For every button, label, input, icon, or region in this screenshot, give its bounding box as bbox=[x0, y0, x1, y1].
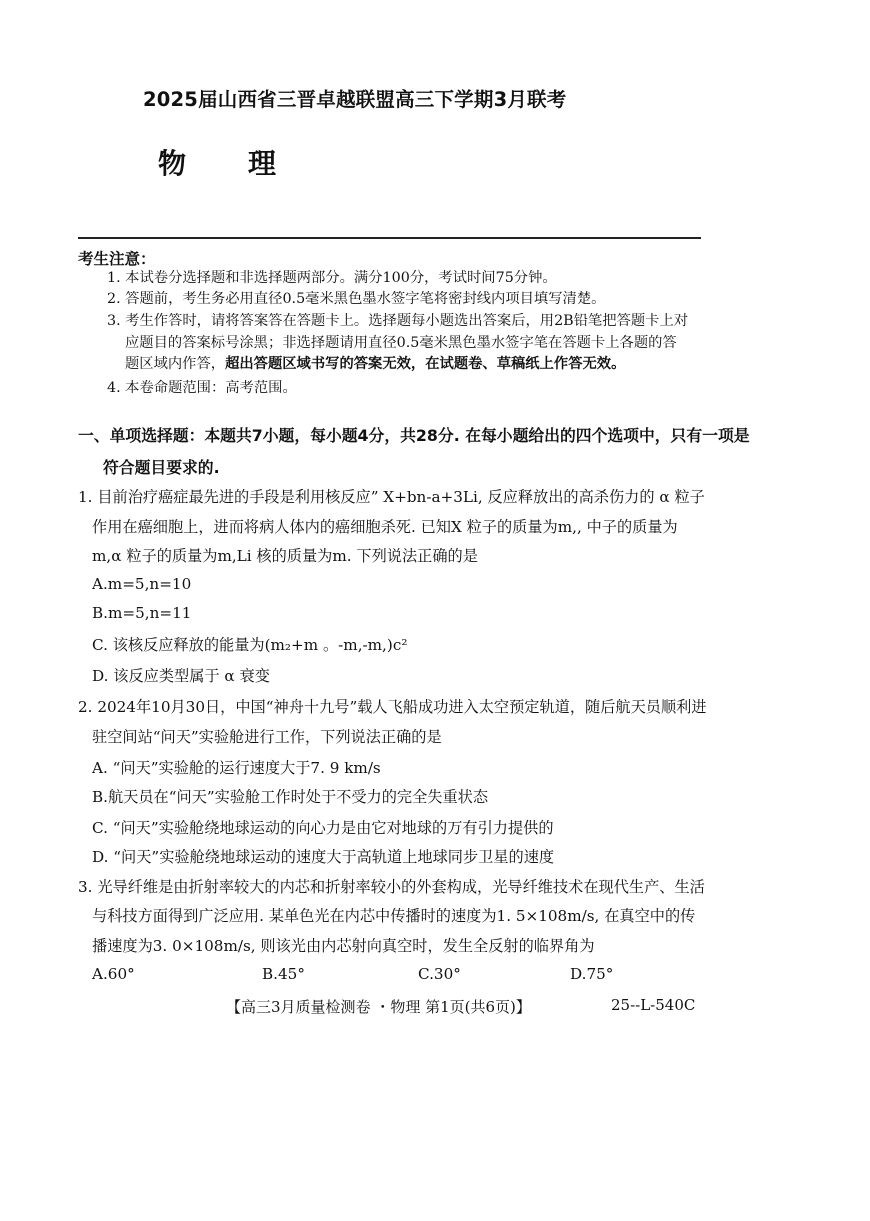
notice-item-3-line-3 bbox=[125, 353, 625, 375]
question-1-option-a: A.m=5,n=10 bbox=[92, 575, 192, 593]
notice-item-2: 2. 答题前，考生务必用直径0.5毫米黑色墨水签字笔将密封线内项目填写清楚。 bbox=[107, 291, 606, 307]
question-1-option-d: D. 该反应类型属于 α 衰变 bbox=[92, 667, 270, 685]
section-1-heading-line-2: 符合题目要求的. bbox=[103, 458, 220, 477]
notice-title: 考生注意： bbox=[78, 250, 156, 268]
footer-page-info: 【高三3月质量检测卷 ・物理 第1页(共6页)】 bbox=[226, 998, 531, 1016]
question-2-line-2: 驻空间站“问天”实验舱进行工作，下列说法正确的是 bbox=[92, 728, 442, 746]
question-2-option-a: A. “问天”实验舱的运行速度大于7. 9 km/s bbox=[92, 759, 381, 777]
question-3-line-2: 与科技方面得到广泛应用. 某单色光在内芯中传播时的速度为1. 5×108m/s, 在真空中的传 bbox=[92, 907, 696, 925]
notice-item-3-line-1: 3. 考生作答时，请将答案答在答题卡上。选择题每小题选出答案后，用2B铅笔把答题卡上对 bbox=[107, 313, 689, 329]
question-2-option-b: B.航天员在“问天”实验舱工作时处于不受力的完全失重状态 bbox=[92, 788, 489, 806]
notice-item-1: 1. 本试卷分选择题和非选择题两部分。满分100分，考试时间75分钟。 bbox=[107, 270, 557, 286]
question-2-option-d: D. “问天”实验舱绕地球运动的速度大于高轨道上地球同步卫星的速度 bbox=[92, 848, 555, 866]
question-3-option-a: A.60° bbox=[92, 965, 135, 983]
question-3-option-b: B.45° bbox=[262, 965, 305, 983]
notice-item-3-line-2: 应题目的答案标号涂黑；非选择题请用直径0.5毫米黑色墨水签字笔在答题卡上各题的答 bbox=[125, 335, 677, 351]
question-1-line-3: m,α 粒子的质量为m,Li 核的质量为m. 下列说法正确的是 bbox=[92, 547, 478, 565]
notice-item-4: 4. 本卷命题范围：高考范围。 bbox=[107, 380, 297, 396]
exam-title: 2025届山西省三晋卓越联盟高三下学期3月联考 bbox=[143, 88, 567, 111]
question-1-line-2: 作用在癌细胞上，进而将病人体内的癌细胞杀死. 已知X 粒子的质量为m,, 中子的质量为 bbox=[92, 518, 678, 536]
notice-item-3-bold: 超出答题区域书写的答案无效，在试题卷、草稿纸上作答无效。 bbox=[225, 356, 626, 372]
question-2-line-1: 2. 2024年10月30日，中国“神舟十九号”载人飞船成功进入太空预定轨道，随后航天员顺利进 bbox=[78, 698, 707, 716]
question-3-line-1: 3. 光导纤维是由折射率较大的内芯和折射率较小的外套构成，光导纤维技术在现代生产、生活 bbox=[78, 878, 705, 896]
notice-item-3-normal: 题区域内作答， bbox=[125, 356, 226, 372]
question-3-line-3: 播速度为3. 0×108m/s, 则该光由内芯射向真空时，发生全反射的临界角为 bbox=[92, 937, 595, 955]
question-2-option-c: C. “问天”实验舱绕地球运动的向心力是由它对地球的万有引力提供的 bbox=[92, 819, 554, 837]
question-3-option-c: C.30° bbox=[418, 965, 461, 983]
section-1-heading-line-1: 一、单项选择题：本题共7小题，每小题4分，共28分. 在每小题给出的四个选项中，只有一项是 bbox=[78, 426, 750, 445]
question-1-option-b: B.m=5,n=11 bbox=[92, 604, 192, 622]
footer-paper-code: 25--L-540C bbox=[611, 996, 696, 1014]
header-divider bbox=[78, 237, 701, 239]
question-1-option-c: C. 该核反应释放的能量为(m₂+m 。-m,-m,)c² bbox=[92, 636, 408, 654]
question-1-line-1: 1. 目前治疗癌症最先进的手段是利用核反应” X+bn-a+3Li, 反应释放出的高杀伤力的 α 粒子 bbox=[78, 488, 705, 506]
question-3-option-d: D.75° bbox=[570, 965, 614, 983]
subject-title: 物理 bbox=[158, 147, 339, 180]
